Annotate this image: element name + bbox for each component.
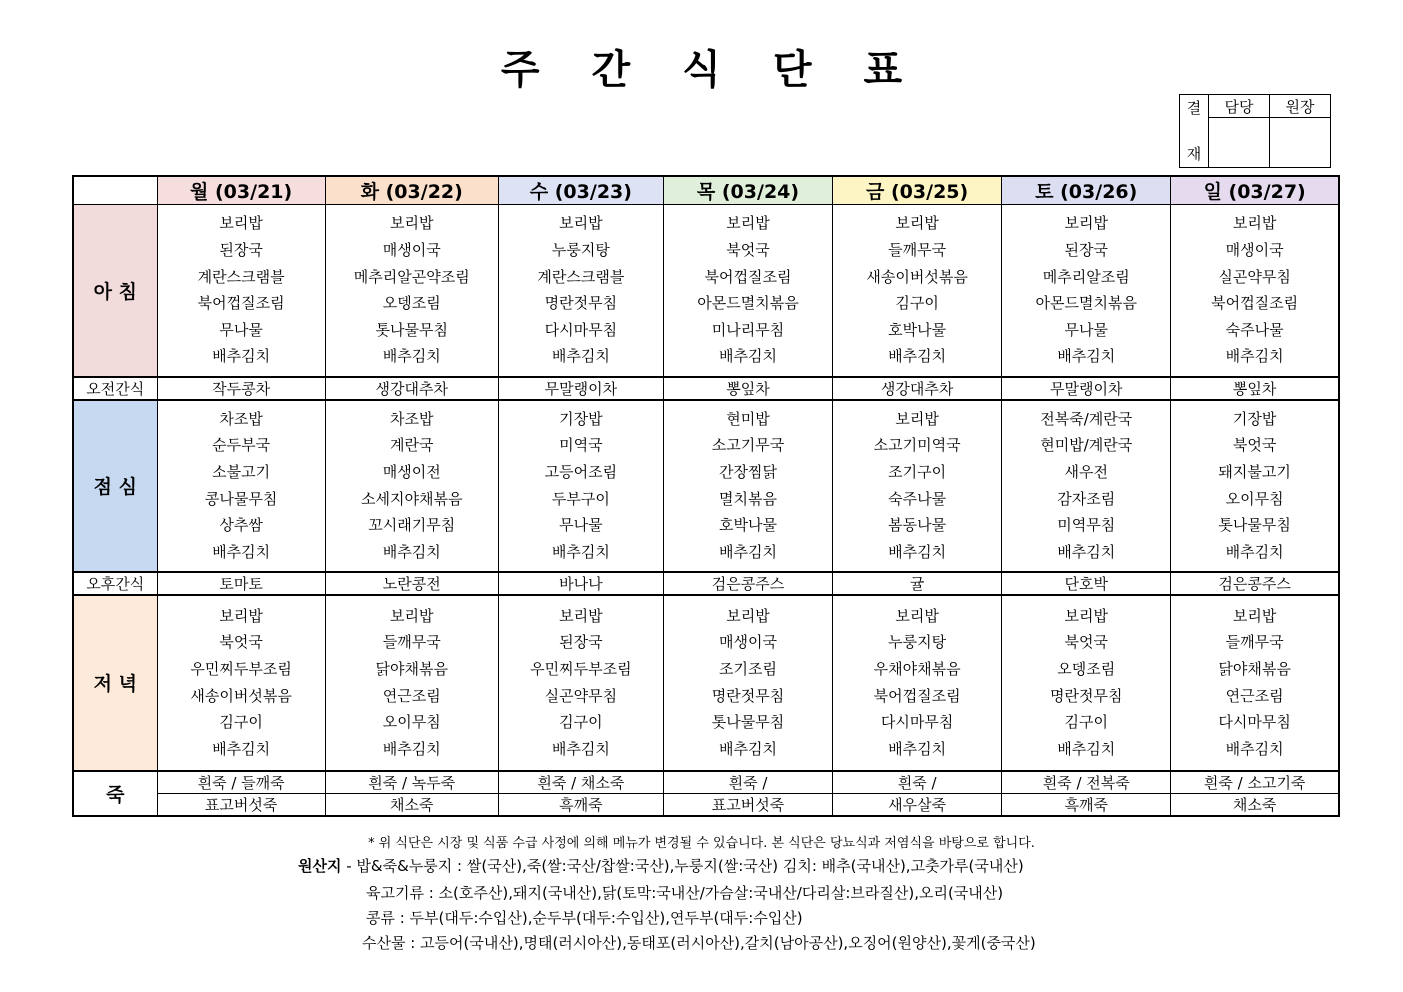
menu-item: 배추김치: [888, 739, 947, 758]
menu-item: 보리밥: [895, 409, 939, 428]
snack-cell: 무말랭이차: [498, 377, 663, 400]
menu-cell: [325, 400, 498, 572]
meal-label-breakfast: 아 침: [73, 205, 157, 377]
menu-cell: [663, 595, 832, 771]
menu-item: 소불고기: [212, 462, 271, 481]
menu-item: 메추리알조림: [1042, 267, 1130, 286]
menu-item: 보리밥: [1064, 606, 1108, 625]
day-header: 화 (03/22): [325, 176, 498, 205]
menu-item: 보리밥: [895, 606, 939, 625]
menu-cell: [663, 400, 832, 572]
menu-item: 보리밥: [1232, 606, 1277, 625]
menu-item: 실곤약무침: [1218, 267, 1291, 286]
menu-item: 기장밥: [559, 409, 603, 428]
menu-item: 배추김치: [1225, 542, 1284, 561]
menu-item: 현미밥/계란국: [1040, 436, 1133, 455]
menu-item: 콩나물무침: [204, 489, 278, 508]
title-char: 주: [500, 47, 540, 93]
notice-text: * 위 식단은 시장 및 식품 수급 사정에 의해 메뉴가 변경될 수 있습니다. 본 식단은 당뇨식과 저염식을 바탕으로 합니다.: [368, 836, 1035, 851]
menu-cell: [833, 400, 1002, 572]
menu-item: 보리밥: [1064, 214, 1108, 233]
menu-item: 소고기무국: [711, 436, 785, 455]
snack-cell: 단호박: [1002, 572, 1171, 595]
menu-item: 새우전: [1064, 462, 1108, 481]
menu-item: 누룽지탕: [551, 241, 610, 260]
menu-item: 아몬드멸치볶음: [1035, 294, 1137, 313]
day-header: 일 (03/27): [1171, 176, 1339, 205]
menu-item: 소세지야채볶음: [361, 489, 463, 508]
menu-item: 다시마무침: [544, 320, 618, 339]
menu-cell: [157, 595, 325, 771]
snack-cell: 검은콩주스: [1171, 572, 1339, 595]
menu-item: 배추김치: [551, 739, 610, 758]
approval-col-manager: 담당: [1209, 95, 1270, 118]
snack-cell: 귤: [833, 572, 1002, 595]
menu-cell: [157, 400, 325, 572]
menu-item: 차조밥: [219, 409, 263, 428]
menu-item: 된장국: [559, 633, 603, 652]
snack-cell: 검은콩주스: [663, 572, 832, 595]
menu-item: 된장국: [219, 241, 263, 260]
snack-label: 오전간식: [73, 377, 157, 400]
menu-item: 두부구이: [551, 489, 610, 508]
menu-item: 북어껍질조림: [704, 267, 792, 286]
origin-rice: - 밥&죽&누룽지 : 쌀(국산),죽(쌀:국산/찹쌀:국산),누룽지(쌀:국산) 김치: 배추(국내산),고춧가루(국내산): [346, 857, 1024, 875]
menu-item: 상추쌈: [219, 516, 263, 535]
menu-item: 배추김치: [551, 542, 610, 561]
menu-item: 배추김치: [212, 542, 271, 561]
menu-item: 들깨무국: [888, 241, 947, 260]
menu-item: 보리밥: [559, 214, 603, 233]
menu-item: 북엇국: [1232, 436, 1277, 455]
origin-bean: 콩류 : 두부(대두:수입산),순두부(대두:수입산),연두부(대두:수입산): [366, 909, 803, 927]
menu-item: 보리밥: [726, 214, 770, 233]
menu-item: 연근조림: [382, 686, 441, 705]
menu-item: 배추김치: [719, 347, 777, 366]
day-header: 월 (03/21): [157, 176, 325, 205]
menu-item: 조기조림: [719, 659, 777, 678]
origin-rice-line: [298, 855, 1024, 876]
menu-item: 북어껍질조림: [197, 294, 285, 313]
menu-cell: [1002, 595, 1171, 771]
menu-item: 우채야채볶음: [873, 659, 961, 678]
menu-cell: [663, 205, 832, 377]
menu-item: 순두부국: [212, 436, 271, 455]
meal-label-dinner: 저 녁: [73, 595, 157, 771]
menu-item: 차조밥: [390, 409, 434, 428]
menu-item: 계란스크램블: [537, 267, 625, 286]
menu-cell: [157, 205, 325, 377]
menu-item: 봄동나물: [888, 516, 947, 535]
menu-cell: [498, 400, 663, 572]
porridge-cell: 채소죽: [1171, 793, 1339, 816]
menu-item: 들깨무국: [1225, 633, 1284, 652]
menu-item: 현미밥: [726, 409, 770, 428]
menu-item: 기장밥: [1232, 409, 1277, 428]
porridge-cell: 흰죽 / 소고기죽: [1171, 771, 1339, 794]
menu-item: 북어껍질조림: [873, 686, 961, 705]
menu-item: 보리밥: [559, 606, 603, 625]
menu-item: 계란국: [390, 436, 434, 455]
menu-item: 김구이: [1064, 713, 1108, 732]
porridge-cell: 표고버섯죽: [663, 793, 832, 816]
menu-item: 보리밥: [895, 214, 939, 233]
menu-item: 우민찌두부조림: [530, 659, 632, 678]
menu-item: 미역무침: [1057, 516, 1116, 535]
menu-item: 배추김치: [551, 347, 610, 366]
approval-col-director: 원장: [1270, 95, 1331, 118]
menu-item: 소고기미역국: [873, 436, 961, 455]
menu-cell: [325, 205, 498, 377]
weekly-menu-table: [72, 175, 1340, 817]
snack-label: 오후간식: [73, 572, 157, 595]
menu-item: 매생이국: [1225, 241, 1284, 260]
menu-cell: [1171, 205, 1339, 377]
menu-cell: [1171, 595, 1339, 771]
day-header: 토 (03/26): [1002, 176, 1171, 205]
menu-item: 김구이: [219, 713, 263, 732]
title-char: 간: [591, 47, 631, 93]
menu-item: 배추김치: [382, 347, 441, 366]
menu-item: 배추김치: [212, 347, 271, 366]
page-title: [0, 38, 1403, 95]
menu-item: 북어껍질조림: [1211, 294, 1299, 313]
menu-item: 명란젓무침: [711, 686, 785, 705]
snack-cell: 노란콩전: [325, 572, 498, 595]
menu-item: 연근조림: [1225, 686, 1284, 705]
snack-cell: 생강대추차: [833, 377, 1002, 400]
porridge-label: 죽: [73, 771, 157, 816]
menu-item: 오이무침: [382, 713, 441, 732]
title-char: 표: [863, 47, 903, 93]
meal-label-lunch: 점 심: [73, 400, 157, 572]
menu-item: 매생이국: [382, 241, 441, 260]
porridge-cell: 흰죽 / 들깨죽: [157, 771, 325, 794]
menu-item: 톳나물무침: [1218, 516, 1291, 535]
menu-item: 보리밥: [219, 606, 263, 625]
menu-item: 배추김치: [382, 739, 441, 758]
menu-item: 다시마무침: [1218, 713, 1291, 732]
menu-item: 숙주나물: [1225, 320, 1284, 339]
menu-item: 무나물: [559, 516, 603, 535]
menu-cell: [1002, 400, 1171, 572]
menu-item: 톳나물무침: [711, 713, 785, 732]
menu-item: 호박나물: [888, 320, 947, 339]
corner-cell: [73, 176, 157, 205]
menu-item: 아몬드멸치볶음: [697, 294, 799, 313]
menu-item: 들깨무국: [382, 633, 441, 652]
porridge-cell: 표고버섯죽: [157, 793, 325, 816]
menu-item: 메추리알곤약조림: [353, 267, 470, 286]
menu-item: 닭야채볶음: [375, 659, 448, 678]
snack-cell: 뽕잎차: [1171, 377, 1339, 400]
snack-cell: 토마토: [157, 572, 325, 595]
menu-cell: [325, 595, 498, 771]
approval-sign-director[interactable]: [1270, 118, 1331, 168]
notes: [0, 832, 1403, 851]
menu-item: 보리밥: [390, 606, 434, 625]
menu-item: 배추김치: [1225, 347, 1284, 366]
menu-item: 배추김치: [212, 739, 271, 758]
menu-cell: [833, 595, 1002, 771]
approval-box: [1179, 94, 1331, 168]
menu-item: 배추김치: [1057, 347, 1116, 366]
menu-item: 누룽지탕: [888, 633, 947, 652]
menu-item: 고등어조림: [544, 462, 618, 481]
menu-item: 멸치볶음: [719, 489, 777, 508]
porridge-cell: 흑깨죽: [1002, 793, 1171, 816]
menu-item: 오뎅조림: [1057, 659, 1116, 678]
porridge-cell: 새우살죽: [833, 793, 1002, 816]
menu-cell: [1171, 400, 1339, 572]
menu-item: 배추김치: [1225, 739, 1284, 758]
menu-cell: [498, 595, 663, 771]
menu-item: 매생이전: [382, 462, 441, 481]
menu-item: 배추김치: [888, 542, 947, 561]
menu-item: 된장국: [1064, 241, 1108, 260]
menu-item: 다시마무침: [880, 713, 954, 732]
menu-item: 배추김치: [719, 542, 777, 561]
approval-sign-manager[interactable]: [1209, 118, 1270, 168]
menu-item: 우민찌두부조림: [190, 659, 292, 678]
menu-item: 톳나물무침: [375, 320, 448, 339]
menu-item: 보리밥: [219, 214, 263, 233]
menu-item: 김구이: [895, 294, 939, 313]
menu-item: 김구이: [559, 713, 603, 732]
porridge-cell: 흰죽 / 전복죽: [1002, 771, 1171, 794]
origin-label: 원산지: [298, 857, 342, 875]
menu-item: 숙주나물: [888, 489, 947, 508]
menu-item: 배추김치: [1057, 542, 1116, 561]
menu-cell: [1002, 205, 1171, 377]
menu-item: 배추김치: [382, 542, 441, 561]
snack-cell: 뽕잎차: [663, 377, 832, 400]
menu-cell: [498, 205, 663, 377]
menu-item: 간장찜닭: [719, 462, 777, 481]
menu-item: 오뎅조림: [382, 294, 441, 313]
menu-item: 실곤약무침: [544, 686, 618, 705]
menu-item: 보리밥: [726, 606, 770, 625]
menu-item: 오이무침: [1225, 489, 1284, 508]
menu-item: 계란스크램블: [197, 267, 285, 286]
menu-item: 배추김치: [719, 739, 777, 758]
menu-item: 돼지불고기: [1218, 462, 1291, 481]
menu-item: 새송이버섯볶음: [866, 267, 968, 286]
porridge-cell: 채소죽: [325, 793, 498, 816]
snack-cell: 바나나: [498, 572, 663, 595]
menu-item: 배추김치: [888, 347, 947, 366]
day-header: 금 (03/25): [833, 176, 1002, 205]
menu-item: 미역국: [559, 436, 603, 455]
day-header: 목 (03/24): [663, 176, 832, 205]
menu-item: 배추김치: [1057, 739, 1116, 758]
menu-item: 미나리무침: [711, 320, 785, 339]
snack-cell: 생강대추차: [325, 377, 498, 400]
title-char: 식: [682, 47, 721, 93]
origin-seafood: 수산물 : 고등어(국내산),명태(러시아산),동태포(러시아산),갈치(남아공산),오징어(원양산),꽃게(중국산): [362, 934, 1036, 952]
menu-item: 무나물: [219, 320, 263, 339]
menu-item: 보리밥: [390, 214, 434, 233]
menu-item: 북엇국: [219, 633, 263, 652]
title-char: 단: [772, 47, 812, 93]
snack-cell: 작두콩차: [157, 377, 325, 400]
approval-label: 결 재: [1180, 95, 1209, 168]
menu-item: 조기구이: [888, 462, 947, 481]
menu-item: 명란젓무침: [544, 294, 618, 313]
porridge-cell: 흰죽 /: [833, 771, 1002, 794]
menu-cell: [833, 205, 1002, 377]
porridge-cell: 흑깨죽: [498, 793, 663, 816]
menu-item: 무나물: [1064, 320, 1108, 339]
porridge-cell: 흰죽 /: [663, 771, 832, 794]
menu-item: 매생이국: [719, 633, 777, 652]
menu-item: 새송이버섯볶음: [190, 686, 292, 705]
menu-item: 꼬시래기무침: [368, 516, 456, 535]
menu-item: 감자조림: [1057, 489, 1116, 508]
menu-item: 호박나물: [719, 516, 777, 535]
porridge-cell: 흰죽 / 녹두죽: [325, 771, 498, 794]
snack-cell: 무말랭이차: [1002, 377, 1171, 400]
menu-item: 닭야채볶음: [1218, 659, 1291, 678]
menu-item: 전복죽/계란국: [1040, 409, 1133, 428]
menu-item: 보리밥: [1232, 214, 1277, 233]
menu-item: 명란젓무침: [1050, 686, 1123, 705]
day-header: 수 (03/23): [498, 176, 663, 205]
porridge-cell: 흰죽 / 채소죽: [498, 771, 663, 794]
origin-meat: 육고기류 : 소(호주산),돼지(국내산),닭(토막:국내산/가슴살:국내산/다리살:브라질산),오리(국내산): [366, 884, 1004, 902]
menu-item: 북엇국: [726, 241, 770, 260]
menu-item: 북엇국: [1064, 633, 1108, 652]
